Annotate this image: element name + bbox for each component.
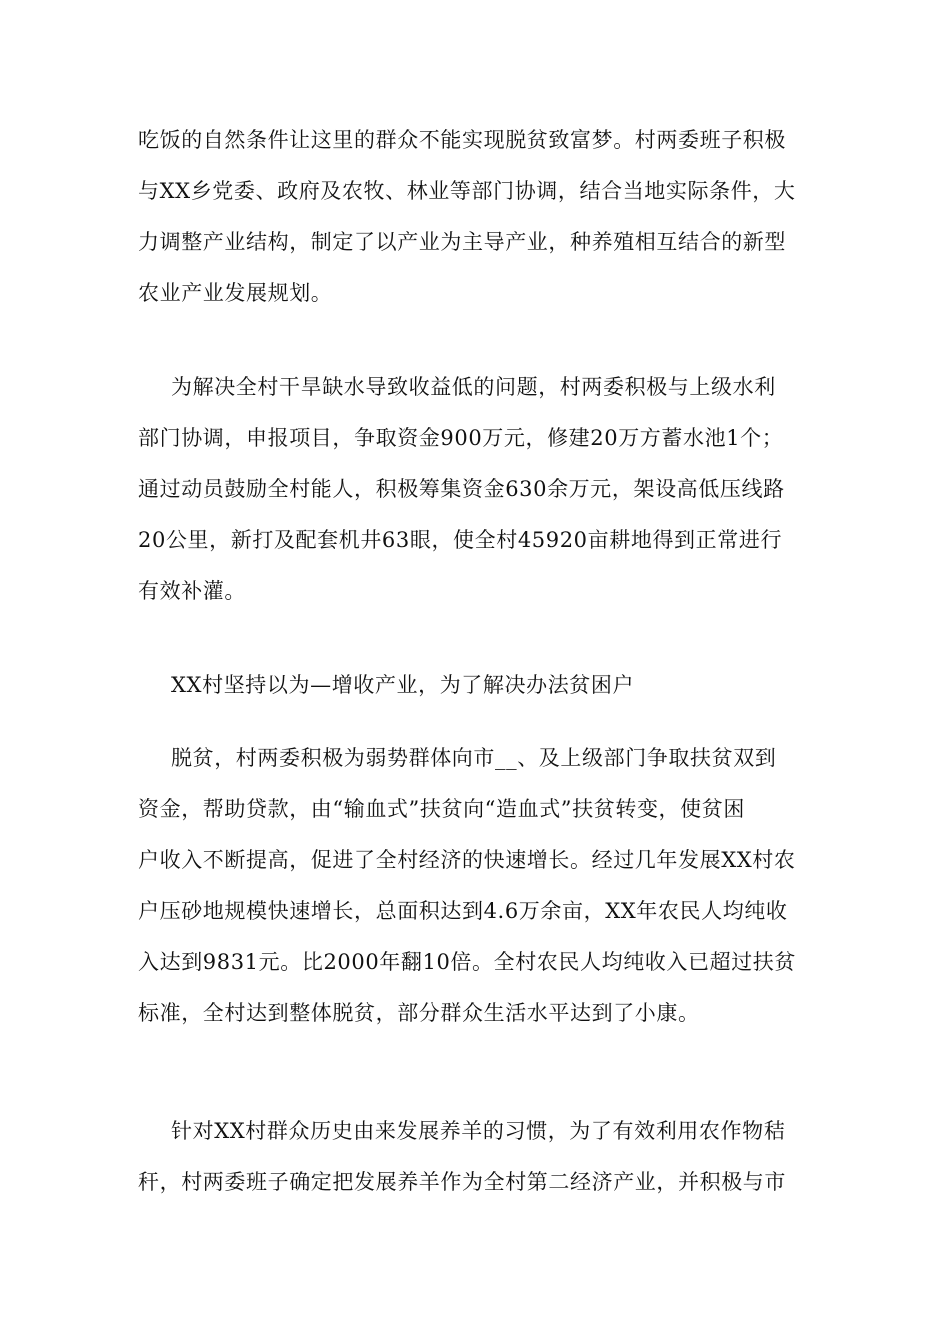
text-line: 标准，全村达到整体脱贫，部分群众生活水平达到了小康。 bbox=[138, 1001, 700, 1025]
paragraph-5 bbox=[138, 1116, 828, 1218]
text-line: 20公里，新打及配套机井63眼，使全村45920亩耕地得到正常进行 bbox=[138, 528, 783, 552]
paragraph-2 bbox=[138, 372, 828, 627]
paragraph-1 bbox=[138, 125, 828, 329]
text-line: 秆，村两委班子确定把发展养羊作为全村第二经济产业，并积极与市 bbox=[138, 1170, 786, 1194]
paragraph-3 bbox=[138, 670, 828, 721]
text-line: 吃饭的自然条件让这里的群众不能实现脱贫致富梦。村两委班子积极 bbox=[138, 128, 786, 152]
text-line: 户收入不断提高，促进了全村经济的快速增长。经过几年发展XX村农 bbox=[138, 848, 796, 872]
text-line: 户压砂地规模快速增长，总面积达到4.6万余亩，XX年农民人均纯收 bbox=[138, 899, 788, 923]
text-line: 有效补灌。 bbox=[138, 579, 246, 603]
text-line: 资金，帮助贷款，由“输血式”扶贫向“造血式”扶贫转变，使贫困 bbox=[138, 797, 745, 821]
text-line: 脱贫，村两委积极为弱势群体向市__、及上级部门争取扶贫双到 bbox=[171, 746, 777, 770]
text-line: 通过动员鼓励全村能人，积极筹集资金630余万元，架设高低压线路 bbox=[138, 477, 785, 501]
paragraph-4 bbox=[138, 743, 828, 1049]
text-line: XX村坚持以为—增收产业，为了解决办法贫困户 bbox=[171, 673, 635, 697]
text-line: 农业产业发展规划。 bbox=[138, 281, 333, 305]
text-line: 部门协调，申报项目，争取资金900万元，修建20万方蓄水池1个； bbox=[138, 426, 784, 450]
text-line: 入达到9831元。比2000年翻10倍。全村农民人均纯收入已超过扶贫 bbox=[138, 950, 797, 974]
text-line: 与XX乡党委、政府及农牧、林业等部门协调，结合当地实际条件，大 bbox=[138, 179, 796, 203]
text-line: 针对XX村群众历史由来发展养羊的习惯，为了有效利用农作物秸 bbox=[171, 1119, 786, 1143]
text-line: 为解决全村干旱缺水导致收益低的问题，村两委积极与上级水利 bbox=[171, 375, 776, 399]
text-line: 力调整产业结构，制定了以产业为主导产业，种养殖相互结合的新型 bbox=[138, 230, 786, 254]
